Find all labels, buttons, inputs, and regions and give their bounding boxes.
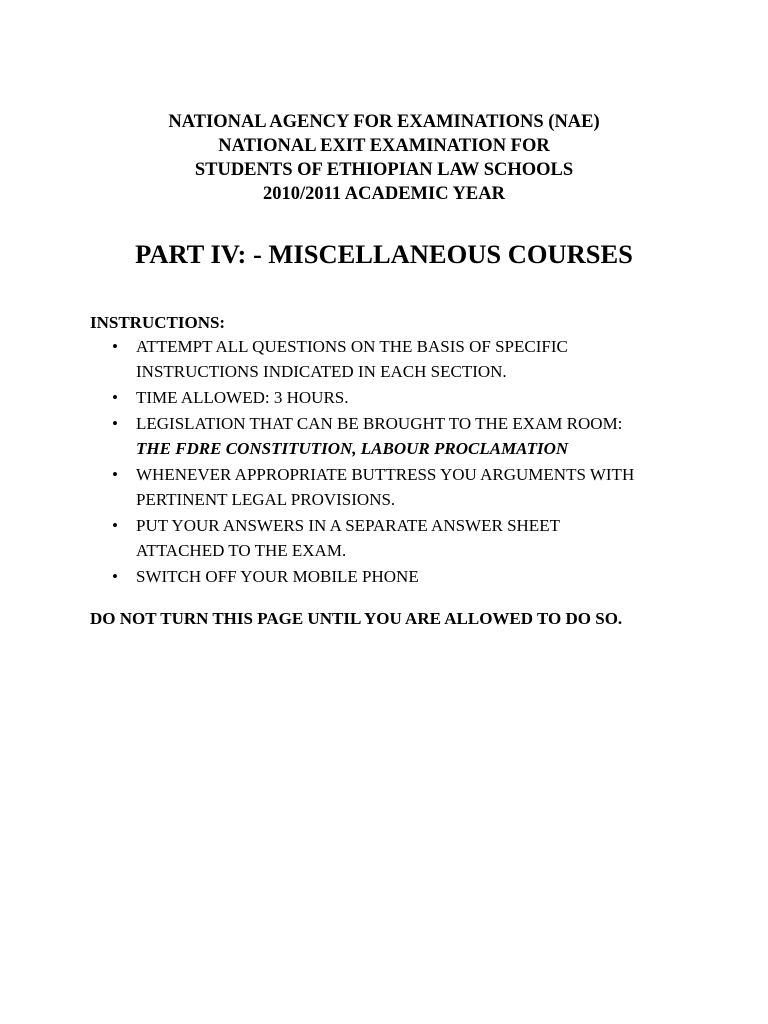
page-turn-warning: DO NOT TURN THIS PAGE UNTIL YOU ARE ALLOWED TO DO SO. [90,609,623,628]
bullet-icon: • [112,388,118,407]
bullet-icon: • [112,337,118,356]
instruction-item-attempt-all [112,334,712,384]
instructions-list [112,334,712,590]
bullet-icon: • [112,414,118,433]
instruction-item-mobile-phone [112,564,712,589]
instruction-item-legislation [112,411,712,461]
instruction-text-continued: INSTRUCTIONS INDICATED IN EACH SECTION. [136,362,507,381]
exam-name: NATIONAL EXIT EXAMINATION FOR [218,136,550,156]
instruction-text: ATTEMPT ALL QUESTIONS ON THE BASIS OF SPECIFIC [136,337,568,356]
academic-year: 2010/2011 ACADEMIC YEAR [263,184,505,204]
instruction-item-legal-provisions [112,462,712,512]
instruction-text-continued: ATTACHED TO THE EXAM. [136,541,347,560]
bullet-icon: • [112,567,118,586]
instruction-text: WHENEVER APPROPRIATE BUTTRESS YOU ARGUMENTS WITH [136,465,635,484]
instruction-text: LEGISLATION THAT CAN BE BROUGHT TO THE EXAM ROOM: [136,414,623,433]
bullet-icon: • [112,516,118,535]
bullet-icon: • [112,465,118,484]
instruction-text-continued: PERTINENT LEGAL PROVISIONS. [136,490,396,509]
instruction-text: SWITCH OFF YOUR MOBILE PHONE [136,567,419,586]
exam-audience: STUDENTS OF ETHIOPIAN LAW SCHOOLS [194,160,574,180]
instruction-item-answer-sheet [112,513,712,563]
instruction-item-time-allowed [112,385,712,410]
part-title: PART IV: - MISCELLANEOUS COURSES [135,239,633,269]
agency-name: NATIONAL AGENCY FOR EXAMINATIONS (NAE) [168,112,600,132]
exam-header [0,110,768,206]
instructions-heading: INSTRUCTIONS: [90,313,226,332]
permitted-legislation: THE FDRE CONSTITUTION, LABOUR PROCLAMATION [136,439,569,458]
instruction-text: TIME ALLOWED: 3 HOURS. [136,388,349,407]
instruction-text: PUT YOUR ANSWERS IN A SEPARATE ANSWER SHEET [136,516,560,535]
